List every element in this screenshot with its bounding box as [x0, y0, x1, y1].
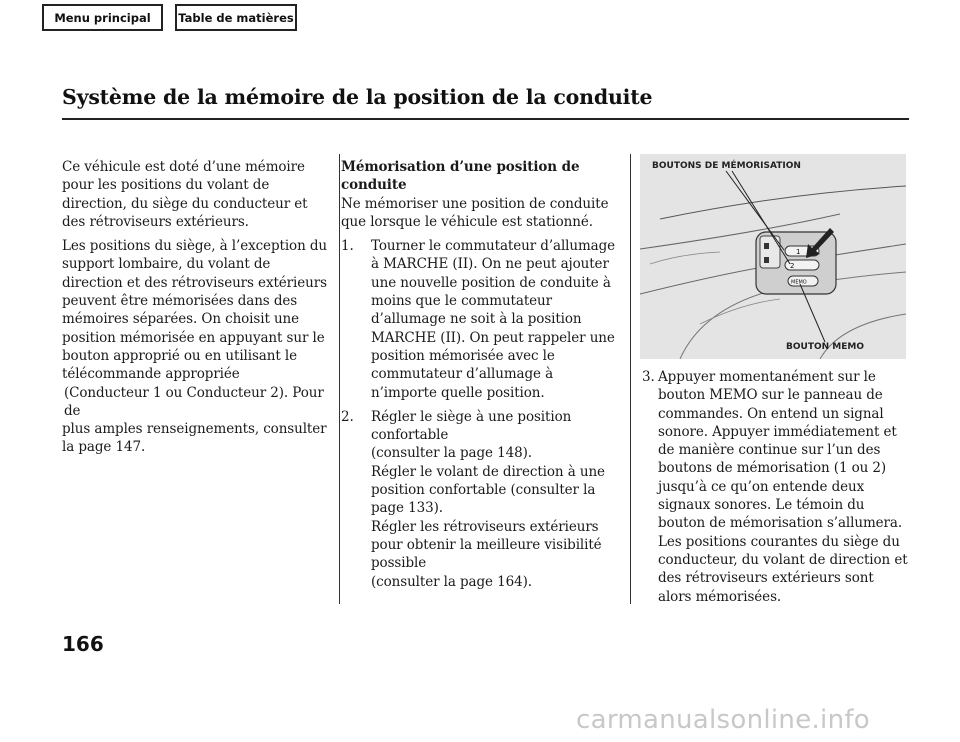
step-3-number: 3.: [642, 369, 655, 385]
left-column: [62, 158, 328, 457]
svg-text:2: 2: [790, 262, 795, 270]
step-2-line-1: Régler le siège à une position confortable: [371, 408, 572, 444]
svg-text:1: 1: [796, 248, 801, 256]
page-number: 166: [62, 632, 104, 656]
step-3: [642, 368, 910, 606]
site-watermark: carmanualsonline.info: [576, 705, 871, 735]
title-divider: [62, 118, 909, 120]
step-1: [341, 237, 623, 402]
memory-paragraph: [62, 237, 328, 457]
step-2-line-2: (consulter la page 148).: [371, 445, 532, 462]
memory-paragraph-end: plus amples renseignements, consulter la page 147.: [62, 421, 327, 456]
step-2-number: 2.: [341, 408, 354, 425]
memo-button-label: BOUTON MEMO: [786, 342, 864, 352]
step-3-text: Appuyer momentanément sur le bouton MEMO sur le panneau de commandes. On entend un signal sonore. Appuyer immédiatement et de manière continue sur l’un des boutons de mémorisation (1 ou 2) jusqu’à ce qu’on entende deux signaux sonores. Le témoin du bouton de mémorisation s’allumera. Les positions courantes du siège du conducteur, du volant de direction et des rétroviseurs extérieurs sont alors mémorisées.: [658, 369, 908, 605]
memory-paragraph-indent: (Conducteur 1 ou Conducteur 2). Pour de: [64, 384, 324, 419]
section-intro: Ne mémoriser une position de conduite que lorsque le véhicule est stationné.: [341, 195, 609, 230]
step-1-text: Tourner le commutateur d’allumage à MARCHE (II). On ne peut ajouter une nouvelle position de conduite à moins que le commutateur d’allumage ne soit à la position MARCHE (II). On peut rappeler une position mémorisée avec le commutateur d’allumage à n’importe quelle position.: [371, 238, 616, 401]
step-2-line-3: Régler le volant de direction à une position confortable (consulter la page 133).: [371, 463, 605, 517]
step-2: [341, 408, 623, 591]
middle-column: [341, 158, 623, 597]
memory-buttons-label: BOUTONS DE MÉMORISATION: [652, 161, 801, 171]
step-2-line-5: (consulter la page 164).: [371, 573, 532, 590]
main-menu-button[interactable]: Menu principal: [42, 4, 163, 31]
intro-paragraph: Ce véhicule est doté d’une mémoire pour les positions du volant de direction, du siège du conducteur et des rétroviseurs extérieurs.: [62, 159, 308, 230]
table-of-contents-button[interactable]: Table de matières: [175, 4, 297, 31]
section-heading: Mémorisation d’une position de conduite: [341, 159, 580, 194]
column-divider-1: [339, 154, 340, 604]
right-column: [642, 368, 910, 612]
svg-text:MEMO: MEMO: [791, 279, 807, 286]
column-divider-2: [630, 154, 631, 604]
step-1-number: 1.: [341, 238, 354, 255]
page-title: Système de la mémoire de la position de la conduite: [62, 85, 653, 109]
memory-buttons-illustration: [640, 154, 906, 359]
door-panel-drawing: [640, 154, 906, 359]
memory-paragraph-main: Les positions du siège, à l’exception du support lombaire, du volant de direction et des rétroviseurs extérieurs peuvent être mémorisées dans des mémoires séparées. On choisit une position mémorisée en appuyant sur le bouton approprié ou en utilisant le télécommande appropriée: [62, 238, 327, 383]
step-2-line-4: Régler les rétroviseurs extérieurs pour obtenir la meilleure visibilité possible: [371, 518, 602, 572]
